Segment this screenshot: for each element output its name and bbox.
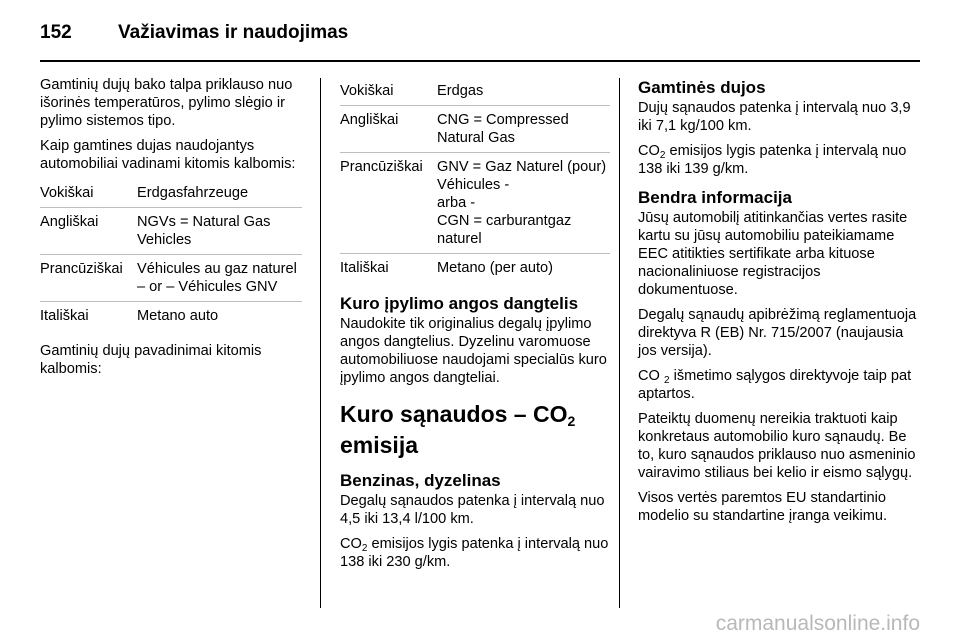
petrol-diesel-heading: Benzinas, dyzelinas xyxy=(340,471,501,490)
vehicle-names-intro: Kaip gamtines dujas naudojantys automobiliai vadinami kitomis kalbomis: xyxy=(40,138,296,172)
consumption-heading xyxy=(340,399,610,461)
column-3 xyxy=(638,76,920,532)
co2-subscript: 2 xyxy=(567,413,576,429)
term-line: GNV = Gaz Naturel (pour) Véhicules - xyxy=(437,159,607,193)
gas-names-table xyxy=(340,78,610,284)
vehicle-names-table xyxy=(40,180,302,332)
table-row xyxy=(340,107,610,154)
co2-label: CO xyxy=(340,536,362,552)
gas-co2-text: emisijos lygis patenka į intervalą nuo 138 iki 139 g/km. xyxy=(638,143,907,177)
header-rule xyxy=(40,60,920,62)
consumption-heading-main: Kuro sąnaudos – CO xyxy=(340,401,568,427)
general-info-paragraph-1: Jūsų automobilį atitinkančias vertes rasite kartu su jūsų automobiliu pateikiamame EEC atitikties sertifikate arba kituose nacionaliniuose registracijos dokumentuose. xyxy=(638,210,908,298)
gas-consumption-paragraph: Dujų sąnaudos patenka į intervalą nuo 3,9 iki 7,1 kg/100 km. xyxy=(638,100,911,134)
language-cell: Prancūziškai xyxy=(340,159,423,175)
language-cell: Angliškai xyxy=(340,112,399,128)
language-cell: Itališkai xyxy=(340,260,389,276)
term-cell: Erdgas xyxy=(437,83,484,99)
column-1 xyxy=(40,76,302,385)
column-2 xyxy=(340,76,610,578)
petrol-co2-text: emisijos lygis patenka į intervalą nuo 138 iki 230 g/km. xyxy=(340,536,609,570)
language-cell: Angliškai xyxy=(40,214,99,230)
column-divider-2 xyxy=(619,78,620,608)
general-info-paragraph-5: Visos vertės paremtos EU standartinio modelio su standartine įranga veikimu. xyxy=(638,490,888,524)
consumption-heading-tail: emisija xyxy=(340,432,418,458)
general-info-paragraph-4: Pateiktų duomenų nereikia traktuoti kaip konkretaus automobilio kuro sąnaudų. Be to, kuro sąnaudos priklauso nuo asmeninio vairavimo stiliaus bei kelio ir eismo sąlygų. xyxy=(638,411,916,481)
co2-subscript: 2 xyxy=(361,543,368,554)
co2-subscript: 2 xyxy=(663,375,670,386)
language-cell: Prancūziškai xyxy=(40,261,123,277)
language-cell: Vokiškai xyxy=(340,83,394,99)
column-divider-1 xyxy=(320,78,321,608)
term-cell: Erdgasfahrzeuge xyxy=(137,185,249,201)
gas-names-intro: Gamtinių dujų pavadinimai kitomis kalbomis: xyxy=(40,343,262,377)
co2-rule-text: išmetimo sąlygos direktyvoje taip pat aptartos. xyxy=(638,368,912,402)
fuel-cap-heading: Kuro įpylimo angos dangtelis xyxy=(340,294,579,313)
tank-capacity-paragraph: Gamtinių dujų bako talpa priklauso nuo išorinės temperatūros, pylimo slėgio ir pylimo sistemos tipo. xyxy=(40,77,293,129)
page-title: Važiavimas ir naudojimas xyxy=(118,22,349,43)
page-header xyxy=(40,22,920,46)
natural-gas-heading: Gamtinės dujos xyxy=(638,78,766,97)
co2-subscript: 2 xyxy=(659,150,666,161)
table-row xyxy=(340,154,610,255)
term-cell: Metano (per auto) xyxy=(437,260,554,276)
table-row xyxy=(40,303,302,332)
co2-rule-paragraph xyxy=(638,367,920,403)
table-row xyxy=(40,256,302,303)
fuel-cap-paragraph: Naudokite tik originalius degalų įpylimo angos dangtelius. Dyzelinu varomuose automobiliuose naudojami specialūs kuro įpylimo angos dangteliai. xyxy=(340,316,607,386)
term-cell: NGVs = Natural Gas Vehicles xyxy=(137,214,271,248)
co2-label: CO xyxy=(638,143,660,159)
term-cell xyxy=(437,158,610,248)
term-line: CGN = carburantgaz naturel xyxy=(437,213,572,247)
general-info-heading: Bendra informacija xyxy=(638,188,792,207)
term-cell: Metano auto xyxy=(137,308,219,324)
language-cell: Vokiškai xyxy=(40,185,94,201)
general-info-paragraph-2: Degalų sąnaudų apibrėžimą reglamentuoja direktyva R (EB) Nr. 715/2007 (naujausia jos versija). xyxy=(638,307,917,359)
petrol-consumption-paragraph: Degalų sąnaudos patenka į intervalą nuo 4,5 iki 13,4 l/100 km. xyxy=(340,493,605,527)
table-row xyxy=(40,209,302,256)
table-row xyxy=(340,78,610,107)
table-row xyxy=(340,255,610,284)
language-cell: Itališkai xyxy=(40,308,89,324)
watermark: carmanualsonline.info xyxy=(715,612,920,635)
petrol-co2-paragraph xyxy=(340,535,610,571)
term-line: arba - xyxy=(437,195,476,211)
co2-label: CO xyxy=(638,368,664,384)
gas-co2-paragraph xyxy=(638,142,920,178)
term-cell: Véhicules au gaz naturel – or – Véhicules GNV xyxy=(137,261,297,295)
term-cell: CNG = Compressed Natural Gas xyxy=(437,112,569,146)
table-row xyxy=(40,180,302,209)
page-number: 152 xyxy=(40,22,72,43)
